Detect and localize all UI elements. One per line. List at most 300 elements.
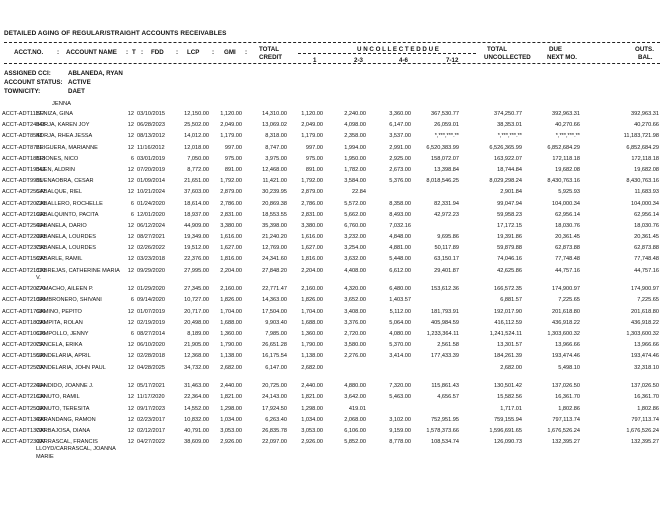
gmi-cell: 1,360.00 — [220, 330, 242, 337]
due-next-cell: *,***,***.** — [555, 133, 580, 140]
total-credit-cell: 18,553.55 — [262, 211, 287, 218]
account-name-cell: BORJA, KAREN JOY — [36, 122, 90, 129]
account-name-cell: BUEN, ALDRIN — [36, 166, 75, 173]
total-credit-cell: 21,240.20 — [262, 234, 287, 241]
total-uncollected-cell: 163,922.07 — [494, 155, 522, 162]
gmi-cell: 1,138.00 — [220, 353, 242, 360]
fdd-cell: 08/27/2014 — [137, 330, 165, 337]
gmi-cell: 2,160.00 — [220, 286, 242, 293]
account-name-cell: CABALLERO, ROCHELLE — [36, 200, 103, 207]
report-title: DETAILED AGING OF REGULAR/STRAIGHT ACCOUNTS RECEIVABLES — [4, 30, 227, 37]
bucket-4-6-cell: 1,403.57 — [389, 297, 411, 304]
account-name-cell: BRIONES, NICO — [36, 155, 79, 162]
due-next-cell: 77,748.48 — [555, 256, 580, 263]
bucket-4-6-cell: 5,064.00 — [389, 319, 411, 326]
fdd-cell: 02/19/2019 — [137, 319, 165, 326]
due-next-cell: 104,000.34 — [552, 200, 580, 207]
gmi-cell: 2,786.00 — [220, 200, 242, 207]
bucket-1-cell: 2,682.00 — [301, 364, 323, 371]
outs-bal-cell: 1,676,526.24 — [626, 427, 659, 434]
bucket-7-12-cell: 405,984.59 — [431, 319, 459, 326]
gmi-cell: 1,627.00 — [220, 245, 242, 252]
header-acct-no: ACCT.NO. — [14, 49, 44, 56]
bucket-1-cell: 975.00 — [305, 155, 323, 162]
acct-no-cell: ACCT-ADT22464 — [2, 383, 46, 390]
total-uncollected-cell: 59,958.23 — [497, 211, 522, 218]
due-next-cell: 137,026.50 — [552, 383, 580, 390]
total-uncollected-cell: 8,029,298.24 — [489, 178, 522, 185]
lcp-cell: 14,012.00 — [184, 133, 209, 140]
account-name-cell: CANDELARIA, JOHN PAUL — [36, 364, 106, 371]
bucket-7-12-cell: 13,398.84 — [434, 166, 459, 173]
outs-bal-cell: 137,026.50 — [631, 383, 659, 390]
bucket-7-12-cell: 108,534.74 — [431, 439, 459, 446]
fdd-cell: 07/20/2019 — [137, 166, 165, 173]
acct-no-cell: ACCT-ADT25707 — [2, 364, 46, 371]
due-next-cell: 19,682.08 — [555, 166, 580, 173]
lcp-cell: 21,905.00 — [184, 342, 209, 349]
town-city-line — [4, 88, 85, 95]
account-name-cell: CANDIDO, JOANNE J. — [36, 383, 94, 390]
account-name-cell: CABALQUE, RIEL — [36, 189, 83, 196]
header-total-credit-2: CREDIT — [259, 54, 283, 61]
lcp-cell: 22,376.00 — [184, 256, 209, 263]
outs-bal-cell: 62,956.14 — [634, 211, 659, 218]
lcp-cell: 18,937.00 — [184, 211, 209, 218]
account-name-cell: CABALQUINTO, PACITA — [36, 211, 99, 218]
table-row — [0, 245, 670, 256]
account-name-cell: BRIGUERA, MARIANNE — [36, 144, 98, 151]
term-cell: 12 — [127, 394, 134, 401]
table-row — [0, 133, 670, 144]
bucket-1-cell: 1,688.00 — [301, 319, 323, 326]
bucket-2-3-cell: 3,232.00 — [344, 234, 366, 241]
total-uncollected-cell: 1,596,691.65 — [489, 427, 522, 434]
bucket-7-12-cell: 158,072.07 — [431, 155, 459, 162]
bucket-2-3-cell: 3,652.00 — [344, 297, 366, 304]
term-cell: 12 — [127, 144, 134, 151]
acct-no-cell: ACCT-ADT15697 — [2, 256, 46, 263]
total-uncollected-cell: 15,582.56 — [497, 394, 522, 401]
town-city-value: DAET — [68, 88, 85, 95]
due-next-cell: 201,618.80 — [552, 308, 580, 315]
fdd-cell: 01/24/2020 — [137, 200, 165, 207]
total-credit-cell: 16,175.54 — [262, 353, 287, 360]
term-cell: 12 — [127, 308, 134, 315]
acct-no-cell: ACCT-ADT25464 — [2, 222, 46, 229]
bucket-4-6-cell: 2,673.00 — [389, 166, 411, 173]
due-next-cell: 44,757.16 — [555, 267, 580, 274]
lcp-cell: 12,368.00 — [184, 353, 209, 360]
total-credit-cell: 8,318.00 — [265, 133, 287, 140]
gmi-cell: 2,879.00 — [220, 189, 242, 196]
acct-no-cell: ACCT-ADT20757 — [2, 342, 46, 349]
total-credit-cell: 20,869.38 — [262, 200, 287, 207]
acct-no-cell: ACCT-ADT9965 — [2, 178, 43, 185]
account-name-cell: BUENAOBRA, CESAR — [36, 178, 94, 185]
account-name-cell: CAMINO, PEPITO — [36, 308, 82, 315]
total-credit-cell: 12,468.00 — [262, 166, 287, 173]
term-cell: 12 — [127, 319, 134, 326]
acct-no-cell: ACCT-ADT25060 — [2, 405, 46, 412]
lcp-cell: 44,909.00 — [184, 222, 209, 229]
table-row — [0, 309, 670, 320]
term-cell: 6 — [130, 155, 134, 162]
bucket-2-3-cell: 4,880.00 — [344, 383, 366, 390]
acct-no-cell: ACCT-ADT19042 — [2, 166, 46, 173]
bucket-7-12-cell: 1,578,373.66 — [426, 427, 459, 434]
total-uncollected-cell: 13,301.57 — [497, 342, 522, 349]
total-credit-cell: 22,097.00 — [262, 439, 287, 446]
term-cell: 12 — [127, 342, 134, 349]
lcp-cell: 37,603.00 — [184, 189, 209, 196]
total-credit-cell: 7,985.00 — [265, 330, 287, 337]
term-cell: 12 — [127, 166, 134, 173]
total-credit-cell: 30,239.95 — [262, 189, 287, 196]
fdd-cell: 11/17/2020 — [137, 394, 165, 401]
bucket-7-12-cell: *,***,***.** — [434, 133, 459, 140]
bucket-2-3-cell: 2,276.00 — [344, 353, 366, 360]
header-bucket-2-3: 2-3 — [354, 57, 363, 64]
total-uncollected-cell: 6,526,365.99 — [489, 144, 522, 151]
gmi-cell: 1,821.00 — [220, 394, 242, 401]
outs-bal-cell: 172,118.18 — [631, 155, 659, 162]
bucket-1-cell: 2,926.00 — [301, 439, 323, 446]
total-credit-cell: 6,263.40 — [265, 416, 287, 423]
total-uncollected-cell: 1,717.01 — [500, 405, 522, 412]
gmi-cell: 2,682.00 — [220, 364, 242, 371]
gmi-cell: 1,790.00 — [220, 342, 242, 349]
header-sep: : — [245, 49, 248, 56]
total-credit-cell: 6,147.00 — [265, 364, 287, 371]
bucket-4-6-cell: 3,537.00 — [389, 133, 411, 140]
header-sep: : — [176, 49, 179, 56]
fdd-cell: 03/01/2019 — [137, 155, 165, 162]
due-next-cell: 62,956.14 — [555, 211, 580, 218]
gmi-cell: 1,816.00 — [220, 256, 242, 263]
header-total-uncollected-1: TOTAL — [487, 46, 508, 53]
bucket-7-12-cell: 6,520,383.99 — [426, 144, 459, 151]
term-cell: 6 — [130, 200, 134, 207]
fdd-cell: 06/28/2023 — [137, 122, 165, 129]
table-row — [0, 365, 670, 384]
bucket-4-6-cell: 8,778.00 — [389, 439, 411, 446]
term-cell: 12 — [127, 267, 134, 274]
bucket-1-cell: 1,790.00 — [301, 342, 323, 349]
account-name-cell: CARRASCAL, FRANCIS LLOYD/CARRASCAL, JOANNA MARIE — [36, 439, 116, 460]
due-next-cell: 13,966.66 — [555, 342, 580, 349]
lcp-cell: 38,609.00 — [184, 439, 209, 446]
fdd-cell: 08/13/2012 — [137, 133, 165, 140]
total-credit-cell: 9,903.40 — [265, 319, 287, 326]
table-row — [0, 189, 670, 200]
due-next-cell: 18,030.76 — [555, 222, 580, 229]
bucket-2-3-cell: 6,106.00 — [344, 427, 366, 434]
table-row — [0, 286, 670, 297]
due-next-cell: 172,118.18 — [552, 155, 580, 162]
acct-no-cell: ACCT-ADT20236 — [2, 200, 46, 207]
lcp-cell: 14,552.00 — [184, 405, 209, 412]
acct-no-cell: ACCT-ADT13493 — [2, 416, 46, 423]
bucket-4-6-cell: 6,480.00 — [389, 286, 411, 293]
bucket-7-12-cell: 181,793.91 — [431, 308, 459, 315]
bucket-1-cell: 2,440.00 — [301, 383, 323, 390]
bucket-7-12-cell: 82,331.94 — [434, 200, 459, 207]
fdd-cell: 10/21/2024 — [137, 189, 165, 196]
outs-bal-cell: 32,318.10 — [634, 364, 659, 371]
gmi-cell: 1,120.00 — [220, 111, 242, 117]
term-cell: 12 — [127, 353, 134, 360]
table-row — [0, 331, 670, 342]
term-cell: 12 — [127, 222, 134, 229]
term-cell: 12 — [127, 178, 134, 185]
bucket-4-6-cell: 4,080.00 — [389, 330, 411, 337]
assigned-cci-line — [4, 70, 123, 77]
outs-bal-cell: 392,963.31 — [631, 111, 659, 117]
total-credit-cell: 11,421.00 — [262, 178, 287, 185]
fdd-cell: 05/17/2021 — [137, 383, 165, 390]
total-uncollected-cell: 18,744.84 — [497, 166, 522, 173]
bucket-1-cell: 2,831.00 — [301, 211, 323, 218]
bucket-2-3-cell: 1,994.00 — [344, 144, 366, 151]
outs-bal-cell: 6,852,684.29 — [626, 144, 659, 151]
account-name-cell: CABARLE, RAMIL — [36, 256, 83, 263]
fdd-cell: 03/23/2018 — [137, 256, 165, 263]
outs-bal-cell: 77,748.48 — [634, 256, 659, 263]
header-total-uncollected-2: UNCOLLECTED — [484, 54, 531, 61]
bucket-1-cell: 1,179.00 — [301, 133, 323, 140]
table-row — [0, 201, 670, 212]
total-credit-cell: 8,747.00 — [265, 144, 287, 151]
total-uncollected-cell: 759,155.94 — [494, 416, 522, 423]
term-cell: 6 — [130, 330, 134, 337]
total-credit-cell: 13,069.02 — [262, 122, 287, 129]
lcp-cell: 12,150.00 — [184, 111, 209, 117]
bucket-4-6-cell: 5,370.00 — [389, 342, 411, 349]
acct-no-cell: ACCT-ADT21310 — [2, 267, 46, 274]
header-bottom-rule — [4, 63, 660, 64]
acct-no-cell: ACCT-ADT21368 — [2, 297, 46, 304]
table-row — [0, 383, 670, 394]
table-row — [0, 342, 670, 353]
total-uncollected-cell: 74,046.16 — [497, 256, 522, 263]
fdd-cell: 09/17/2023 — [137, 405, 165, 412]
bucket-1-cell: 1,616.00 — [301, 234, 323, 241]
header-fdd: FDD — [151, 49, 164, 56]
outs-bal-cell: 436,918.22 — [631, 319, 659, 326]
outs-bal-cell: 16,361.70 — [634, 394, 659, 401]
bucket-4-6-cell: 4,848.00 — [389, 234, 411, 241]
outs-bal-cell: 174,900.97 — [631, 286, 659, 293]
account-name-cell: CABREJAS, CATHERINE MARIA V. — [36, 267, 120, 282]
bucket-4-6-cell: 4,881.00 — [389, 245, 411, 252]
total-uncollected-cell: 2,682.00 — [500, 364, 522, 371]
gmi-cell: 1,826.00 — [220, 297, 242, 304]
bucket-2-3-cell: 419.01 — [348, 405, 366, 412]
acct-no-cell: ACCT-ADT21639 — [2, 394, 46, 401]
acct-no-cell: ACCT-ADT8543 — [2, 133, 43, 140]
outs-bal-cell: 18,030.76 — [634, 222, 659, 229]
acct-no-cell: ACCT-ADT20270 — [2, 286, 46, 293]
gmi-cell: 1,298.00 — [220, 405, 242, 412]
account-name-cell: CANCELA, ERIKA — [36, 342, 83, 349]
acct-no-cell: ACCT-ADT11177 — [2, 111, 45, 117]
acct-no-cell: ACCT-ADT25547 — [2, 189, 46, 196]
table-row — [0, 268, 670, 287]
account-name-cell: CAMACHO, AILEEN P. — [36, 286, 94, 293]
bucket-7-12-cell: 1,233,364.11 — [426, 330, 459, 337]
bucket-1-cell: 997.00 — [305, 144, 323, 151]
bucket-2-3-cell: 4,320.00 — [344, 286, 366, 293]
bucket-7-12-cell: 42,972.23 — [434, 211, 459, 218]
collector-name: JENNA — [52, 101, 72, 107]
total-uncollected-cell: 374,250.77 — [494, 111, 522, 117]
acct-no-cell: ACCT-ADT15565 — [2, 353, 46, 360]
bucket-1-cell: 1,704.00 — [301, 308, 323, 315]
outs-bal-cell: 104,000.34 — [631, 200, 659, 207]
bucket-4-6-cell: 6,612.00 — [389, 267, 411, 274]
bucket-4-6-cell: 7,320.00 — [389, 383, 411, 390]
due-next-cell: 16,361.70 — [555, 394, 580, 401]
bucket-1-cell: 1,298.00 — [301, 405, 323, 412]
term-cell: 12 — [127, 133, 134, 140]
table-row — [0, 234, 670, 245]
bucket-7-12-cell: 177,433.39 — [431, 353, 459, 360]
lcp-cell: 22,364.00 — [184, 394, 209, 401]
outs-bal-cell: 193,474.46 — [631, 353, 659, 360]
lcp-cell: 12,018.00 — [184, 144, 209, 151]
account-name-cell: CABANELA, DARIO — [36, 222, 87, 229]
bucket-4-6-cell: 5,112.00 — [389, 308, 411, 315]
total-uncollected-cell: 17,172.15 — [497, 222, 522, 229]
bucket-2-3-cell: 4,098.00 — [344, 122, 366, 129]
acct-no-cell: ACCT-ADT17686 — [2, 308, 46, 315]
total-uncollected-cell: 42,625.86 — [497, 267, 522, 274]
account-name-cell: CARANDANG, RAMON — [36, 416, 96, 423]
bucket-4-6-cell: 8,493.00 — [389, 211, 411, 218]
lcp-cell: 40,791.00 — [184, 427, 209, 434]
total-uncollected-cell: 2,901.84 — [500, 189, 522, 196]
account-name-cell: CANUTO, TERESITA — [36, 405, 90, 412]
outs-bal-cell: 7,225.65 — [637, 297, 659, 304]
total-uncollected-cell: 19,391.86 — [497, 234, 522, 241]
fdd-cell: 11/16/2012 — [137, 144, 165, 151]
header-bucket-4-6: 4-6 — [399, 57, 408, 64]
bucket-1-cell: 1,792.00 — [301, 178, 323, 185]
header-due-next-1: DUE — [549, 46, 563, 53]
bucket-1-cell: 2,879.00 — [301, 189, 323, 196]
bucket-1-cell: 1,821.00 — [301, 394, 323, 401]
table-row — [0, 353, 670, 364]
term-cell: 12 — [127, 439, 134, 446]
bucket-2-3-cell: 2,240.00 — [344, 111, 366, 117]
outs-bal-cell: 132,395.27 — [631, 439, 659, 446]
account-status-value: ACTIVE — [68, 79, 91, 86]
bucket-2-3-cell: 3,642.00 — [344, 394, 366, 401]
account-name-cell: CABANELA, LOURDES — [36, 234, 96, 241]
lcp-cell: 21,651.00 — [184, 178, 209, 185]
outs-bal-cell: 62,873.88 — [634, 245, 659, 252]
term-cell: 12 — [127, 256, 134, 263]
outs-bal-cell: 797,113.74 — [631, 416, 659, 423]
bucket-1-cell: 891.00 — [305, 166, 323, 173]
account-name-cell: CANUTO, RAMIL — [36, 394, 80, 401]
bucket-1-cell: 1,627.00 — [301, 245, 323, 252]
acct-no-cell: ACCT-ADT10615 — [2, 330, 46, 337]
bucket-2-3-cell: 2,068.00 — [344, 416, 366, 423]
bucket-2-3-cell: 3,584.00 — [344, 178, 366, 185]
fdd-cell: 04/27/2022 — [137, 439, 165, 446]
bucket-7-12-cell: 115,861.43 — [431, 383, 459, 390]
bucket-2-3-cell: 3,376.00 — [344, 319, 366, 326]
gmi-cell: 975.00 — [224, 155, 242, 162]
gmi-cell: 1,704.00 — [220, 308, 242, 315]
bucket-1-cell: 2,204.00 — [301, 267, 323, 274]
outs-bal-cell: 19,682.08 — [634, 166, 659, 173]
fdd-cell: 01/29/2020 — [137, 286, 165, 293]
total-uncollected-cell: 126,090.73 — [494, 439, 522, 446]
table-row — [0, 428, 670, 439]
bucket-1-cell: 1,826.00 — [301, 297, 323, 304]
table-row — [0, 223, 670, 234]
bucket-1-cell: 2,049.00 — [301, 122, 323, 129]
total-uncollected-cell: 6,881.57 — [500, 297, 522, 304]
lcp-cell: 19,349.00 — [184, 234, 209, 241]
fdd-cell: 08/27/2021 — [137, 234, 165, 241]
header-outs-1: OUTS. — [635, 46, 654, 53]
header-sep: : — [126, 49, 129, 56]
term-cell: 12 — [127, 234, 134, 241]
bucket-4-6-cell: 5,448.00 — [389, 256, 411, 263]
gmi-cell: 2,440.00 — [220, 383, 242, 390]
bucket-1-cell: 2,786.00 — [301, 200, 323, 207]
gmi-cell: 1,688.00 — [220, 319, 242, 326]
header-sep: : — [141, 49, 144, 56]
bucket-4-6-cell: 3,414.00 — [389, 353, 411, 360]
header-sep: : — [212, 49, 215, 56]
table-row — [0, 320, 670, 331]
header-lcp: LCP — [187, 49, 200, 56]
total-uncollected-cell: 166,572.35 — [494, 286, 522, 293]
due-next-cell: 5,498.10 — [558, 364, 580, 371]
fdd-cell: 12/01/2020 — [137, 211, 165, 218]
bucket-2-3-cell: 5,852.00 — [344, 439, 366, 446]
gmi-cell: 2,049.00 — [220, 122, 242, 129]
gmi-cell: 997.00 — [224, 144, 242, 151]
bucket-7-12-cell: 367,530.77 — [431, 111, 459, 117]
bucket-1-cell: 1,138.00 — [301, 353, 323, 360]
due-next-cell: 193,474.46 — [552, 353, 580, 360]
table-row — [0, 145, 670, 156]
table-row — [0, 439, 670, 465]
bucket-4-6-cell: 5,463.00 — [389, 394, 411, 401]
lcp-cell: 10,727.00 — [184, 297, 209, 304]
due-next-cell: 8,430,763.16 — [547, 178, 580, 185]
fdd-cell: 01/07/2019 — [137, 308, 165, 315]
bucket-4-6-cell: 3,102.00 — [389, 416, 411, 423]
total-credit-cell: 35,398.00 — [262, 222, 287, 229]
due-next-cell: 174,900.97 — [552, 286, 580, 293]
account-name-cell: CARBAJOSA, DIANA — [36, 427, 91, 434]
total-credit-cell: 24,143.00 — [262, 394, 287, 401]
total-credit-cell: 17,504.00 — [262, 308, 287, 315]
due-next-cell: 7,225.65 — [558, 297, 580, 304]
total-uncollected-cell: 99,047.94 — [497, 200, 522, 207]
bucket-1-cell: 1,120.00 — [301, 111, 323, 117]
outs-bal-cell: 11,183,721.98 — [623, 133, 659, 140]
bucket-4-6-cell: 2,925.00 — [389, 155, 411, 162]
fdd-cell: 06/12/2024 — [137, 222, 165, 229]
